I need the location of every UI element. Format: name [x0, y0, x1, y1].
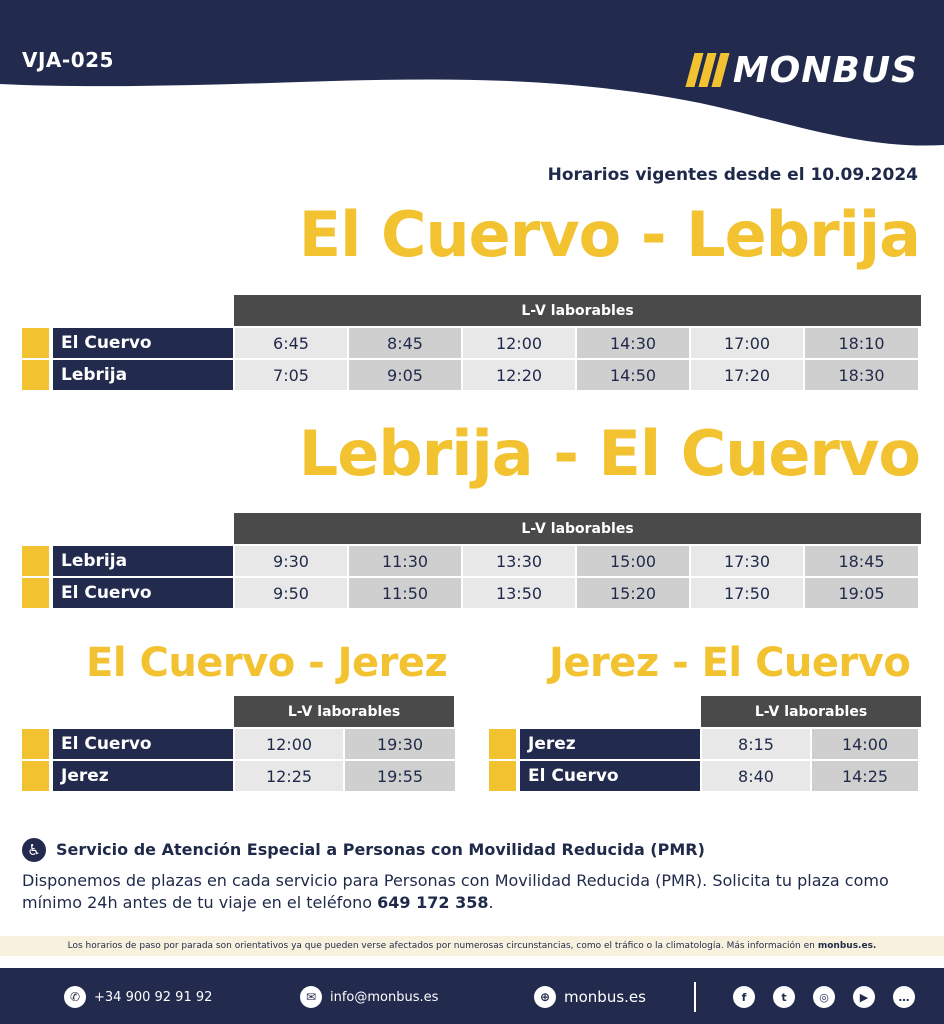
- time-cell: 14:00: [812, 729, 918, 759]
- band-cuervo-lebrija: L-V laborables: [234, 295, 921, 326]
- time-cell: 19:05: [805, 578, 918, 608]
- wheelchair-icon: ♿: [22, 838, 46, 862]
- time-cell: 12:00: [235, 729, 343, 759]
- time-cell: 9:30: [235, 546, 347, 576]
- time-cell: 15:00: [577, 546, 689, 576]
- time-cell: 14:30: [577, 328, 689, 358]
- instagram-icon[interactable]: ◎: [813, 986, 835, 1008]
- row-marker: [22, 761, 49, 791]
- band-jerez-cuervo: L-V laborables: [701, 696, 921, 727]
- disclaimer: [0, 936, 944, 956]
- row-marker: [22, 578, 49, 608]
- stop-name: El Cuervo: [53, 729, 233, 759]
- title-cuervo-jerez: El Cuervo - Jerez: [86, 640, 448, 686]
- logo-stripes-icon: [690, 53, 725, 87]
- stop-name: El Cuervo: [53, 578, 233, 608]
- time-cell: 9:05: [349, 360, 461, 390]
- monbus-logo: [690, 50, 918, 90]
- row-marker: [22, 546, 49, 576]
- footer: [0, 968, 944, 1024]
- footer-divider: [694, 982, 696, 1012]
- footer-web-text: monbus.es: [564, 988, 646, 1006]
- youtube-icon[interactable]: ▶: [853, 986, 875, 1008]
- table-row: [22, 729, 455, 759]
- row-marker: [22, 729, 49, 759]
- time-cell: 14:50: [577, 360, 689, 390]
- time-cell: 8:15: [702, 729, 810, 759]
- pmr-title: Servicio de Atención Especial a Personas con Movilidad Reducida (PMR): [56, 840, 705, 859]
- twitter-icon[interactable]: t: [773, 986, 795, 1008]
- disclaimer-text: Los horarios de paso por parada son orientativos ya que pueden verse afectados por numerosas circunstancias, como el tráfico o la climatología. Más información en: [67, 941, 815, 951]
- time-cell: 18:45: [805, 546, 918, 576]
- table-row: [489, 761, 918, 791]
- footer-phone[interactable]: [64, 986, 212, 1008]
- time-cell: 8:40: [702, 761, 810, 791]
- route-code: VJA-025: [22, 48, 114, 72]
- title-lebrija-cuervo: Lebrija - El Cuervo: [298, 417, 920, 490]
- stop-name: El Cuervo: [53, 328, 233, 358]
- time-cell: 8:45: [349, 328, 461, 358]
- band-lebrija-cuervo: L-V laborables: [234, 513, 921, 544]
- row-marker: [22, 328, 49, 358]
- mail-icon: ✉: [300, 986, 322, 1008]
- time-cell: 11:50: [349, 578, 461, 608]
- logo-text: MONBUS: [732, 49, 918, 91]
- chat-icon[interactable]: …: [893, 986, 915, 1008]
- footer-web[interactable]: [534, 986, 646, 1008]
- stop-name: Lebrija: [53, 546, 233, 576]
- time-cell: 13:30: [463, 546, 575, 576]
- valid-from: Horarios vigentes desde el 10.09.2024: [547, 165, 918, 185]
- table-row: [489, 729, 918, 759]
- time-cell: 18:30: [805, 360, 918, 390]
- time-cell: 15:20: [577, 578, 689, 608]
- facebook-icon[interactable]: f: [733, 986, 755, 1008]
- table-row: [22, 578, 918, 608]
- time-cell: 18:10: [805, 328, 918, 358]
- pmr-body: Disponemos de plazas en cada servicio para Personas con Movilidad Reducida (PMR). Solicita tu plaza como mínimo 24h antes de tu viaje en el teléfono: [22, 871, 889, 912]
- time-cell: 14:25: [812, 761, 918, 791]
- time-cell: 19:30: [345, 729, 455, 759]
- footer-email[interactable]: [300, 986, 438, 1008]
- time-cell: 17:50: [691, 578, 803, 608]
- disclaimer-link[interactable]: monbus.es.: [817, 941, 877, 951]
- row-marker: [22, 360, 49, 390]
- time-cell: 9:50: [235, 578, 347, 608]
- time-cell: 17:00: [691, 328, 803, 358]
- pmr-phone[interactable]: 649 172 358: [377, 893, 489, 912]
- stop-name: Jerez: [53, 761, 233, 791]
- footer-email-text: info@monbus.es: [330, 989, 439, 1005]
- title-jerez-cuervo: Jerez - El Cuervo: [549, 640, 911, 686]
- row-marker: [489, 761, 516, 791]
- footer-phone-text: +34 900 92 91 92: [94, 989, 213, 1005]
- title-cuervo-lebrija: El Cuervo - Lebrija: [298, 198, 920, 271]
- stop-name: Jerez: [520, 729, 700, 759]
- time-cell: 12:00: [463, 328, 575, 358]
- table-row: [22, 328, 918, 358]
- time-cell: 17:30: [691, 546, 803, 576]
- table-row: [22, 761, 455, 791]
- table-row: [22, 360, 918, 390]
- band-cuervo-jerez: L-V laborables: [234, 696, 454, 727]
- phone-icon: ✆: [64, 986, 86, 1008]
- stop-name: Lebrija: [53, 360, 233, 390]
- time-cell: 19:55: [345, 761, 455, 791]
- pmr-end: .: [488, 893, 494, 912]
- time-cell: 13:50: [463, 578, 575, 608]
- time-cell: 11:30: [349, 546, 461, 576]
- pmr-text: [22, 870, 932, 914]
- time-cell: 12:20: [463, 360, 575, 390]
- row-marker: [489, 729, 516, 759]
- time-cell: 6:45: [235, 328, 347, 358]
- table-row: [22, 546, 918, 576]
- time-cell: 7:05: [235, 360, 347, 390]
- time-cell: 12:25: [235, 761, 343, 791]
- stop-name: El Cuervo: [520, 761, 700, 791]
- time-cell: 17:20: [691, 360, 803, 390]
- globe-icon: ⊕: [534, 986, 556, 1008]
